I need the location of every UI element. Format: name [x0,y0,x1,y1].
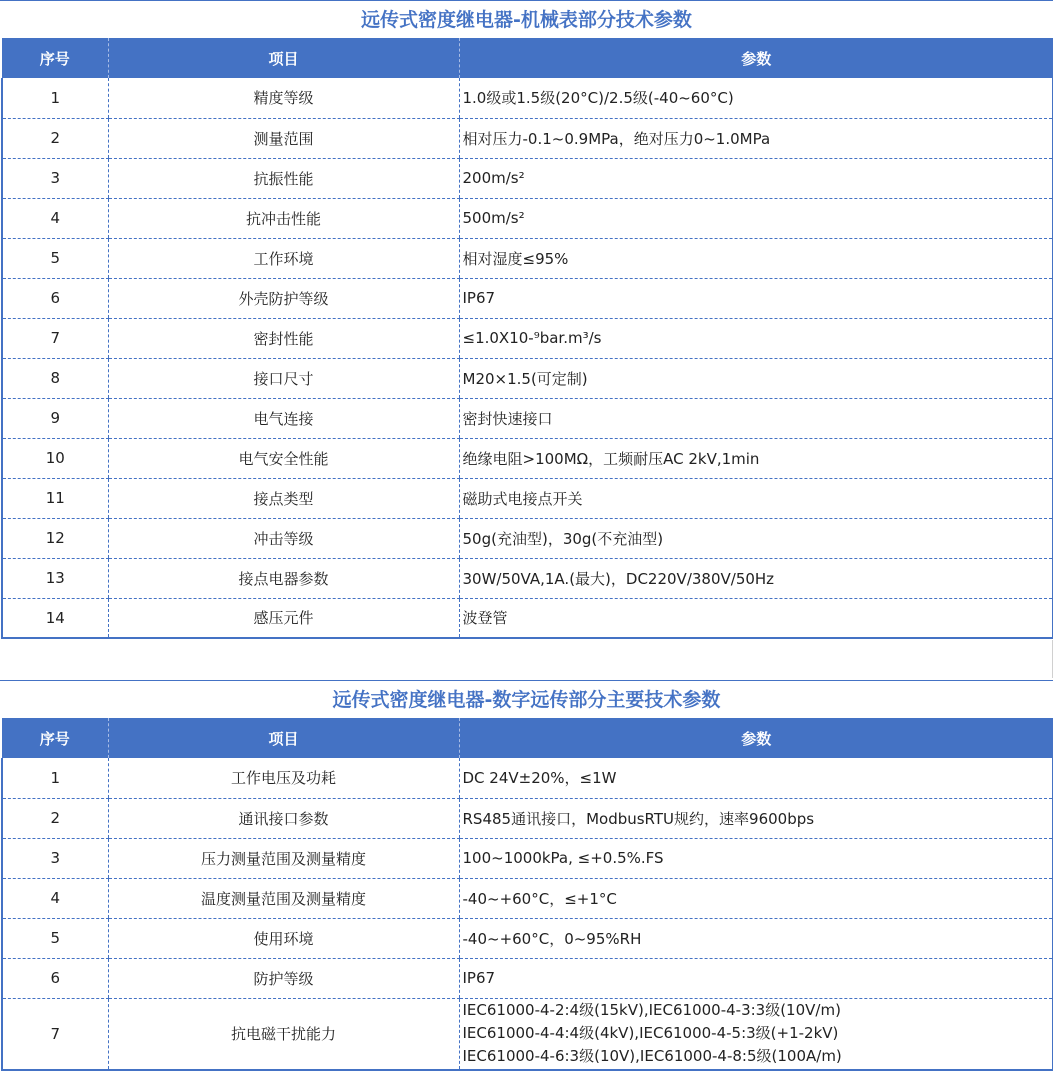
row-index: 12 [2,518,108,558]
table-row [2,198,1053,238]
row-param: 绝缘电阻>100MΩ，工频耐压AC 2kV,1min [459,438,1053,478]
table-row [2,838,1053,878]
row-index: 10 [2,438,108,478]
section-title: 远传式密度继电器-机械表部分技术参数 [0,0,1053,38]
row-index: 5 [2,238,108,278]
row-index: 1 [2,78,108,118]
row-item: 工作环境 [108,238,459,278]
row-index: 9 [2,398,108,438]
row-param: 500m/s² [459,198,1053,238]
row-index: 5 [2,918,108,958]
table-row [2,798,1053,838]
row-index: 8 [2,358,108,398]
row-param: -40~+60°C，0~95%RH [459,918,1053,958]
row-param: 1.0级或1.5级(20°C)/2.5级(-40~60°C) [459,78,1053,118]
row-param: IP67 [459,958,1053,998]
row-index: 2 [2,798,108,838]
row-param: DC 24V±20%，≤1W [459,758,1053,798]
row-item: 电气连接 [108,398,459,438]
row-index: 1 [2,758,108,798]
table-row [2,238,1053,278]
row-index: 2 [2,118,108,158]
header-param: 参数 [459,38,1053,78]
row-index: 6 [2,958,108,998]
row-item: 测量范围 [108,118,459,158]
table-row [2,278,1053,318]
row-index: 6 [2,278,108,318]
row-param: M20×1.5(可定制) [459,358,1053,398]
header-item: 项目 [108,38,459,78]
row-item: 外壳防护等级 [108,278,459,318]
table-row [2,878,1053,918]
table-row [2,358,1053,398]
row-param: 100~1000kPa, ≤+0.5%.FS [459,838,1053,878]
row-param: 相对压力-0.1~0.9MPa，绝对压力0~1.0MPa [459,118,1053,158]
mechanical-params-table [1,38,1053,639]
row-param: RS485通讯接口，ModbusRTU规约，速率9600bps [459,798,1053,838]
row-item: 电气安全性能 [108,438,459,478]
row-item: 感压元件 [108,598,459,638]
table-row [2,398,1053,438]
table-header-row [2,718,1053,758]
row-item: 温度测量范围及测量精度 [108,878,459,918]
row-index: 3 [2,158,108,198]
row-item: 抗冲击性能 [108,198,459,238]
row-item: 接点类型 [108,478,459,518]
row-param: 50g(充油型)，30g(不充油型) [459,518,1053,558]
row-item: 使用环境 [108,918,459,958]
row-item: 密封性能 [108,318,459,358]
table-row [2,918,1053,958]
table-row [2,598,1053,638]
table-row [2,518,1053,558]
table-row [2,758,1053,798]
digital-params-table [1,718,1053,1071]
row-item: 工作电压及功耗 [108,758,459,798]
row-index: 7 [2,318,108,358]
row-item: 接口尺寸 [108,358,459,398]
section-gap [0,640,1053,678]
param-line: IEC61000-4-4:4级(4kV),IEC61000-4-5:3级(+1-2kV) [462,1024,839,1043]
table-row [2,558,1053,598]
param-line: IEC61000-4-2:4级(15kV),IEC61000-4-3:3级(10V/m) [462,1001,841,1020]
row-index: 4 [2,878,108,918]
table-row [2,998,1053,1070]
header-item: 项目 [108,718,459,758]
table-row [2,958,1053,998]
row-index: 14 [2,598,108,638]
row-param: IP67 [459,278,1053,318]
table-row [2,158,1053,198]
param-line: IEC61000-4-6:3级(10V),IEC61000-4-8:5级(100A/m) [462,1047,842,1066]
row-item: 压力测量范围及测量精度 [108,838,459,878]
digital-params-section [0,680,1053,1071]
section-title: 远传式密度继电器-数字远传部分主要技术参数 [0,680,1053,718]
row-param: 200m/s² [459,158,1053,198]
row-param: ≤1.0X10-⁹bar.m³/s [459,318,1053,358]
row-param: 相对湿度≤95% [459,238,1053,278]
row-index: 13 [2,558,108,598]
row-index: 4 [2,198,108,238]
row-param: 密封快速接口 [459,398,1053,438]
row-item: 抗电磁干扰能力 [108,998,459,1070]
table-row [2,318,1053,358]
row-item: 防护等级 [108,958,459,998]
row-index: 3 [2,838,108,878]
row-item: 冲击等级 [108,518,459,558]
header-param: 参数 [459,718,1053,758]
row-param: 30W/50VA,1A.(最大)，DC220V/380V/50Hz [459,558,1053,598]
header-index: 序号 [2,38,108,78]
row-index: 11 [2,478,108,518]
table-row [2,478,1053,518]
header-index: 序号 [2,718,108,758]
row-param [459,998,1053,1070]
row-param: -40~+60°C，≤+1°C [459,878,1053,918]
table-row [2,118,1053,158]
row-item: 接点电器参数 [108,558,459,598]
row-index: 7 [2,998,108,1070]
table-header-row [2,38,1053,78]
row-item: 精度等级 [108,78,459,118]
row-param: 波登管 [459,598,1053,638]
table-row [2,78,1053,118]
row-item: 抗振性能 [108,158,459,198]
row-item: 通讯接口参数 [108,798,459,838]
table-row [2,438,1053,478]
row-param: 磁助式电接点开关 [459,478,1053,518]
